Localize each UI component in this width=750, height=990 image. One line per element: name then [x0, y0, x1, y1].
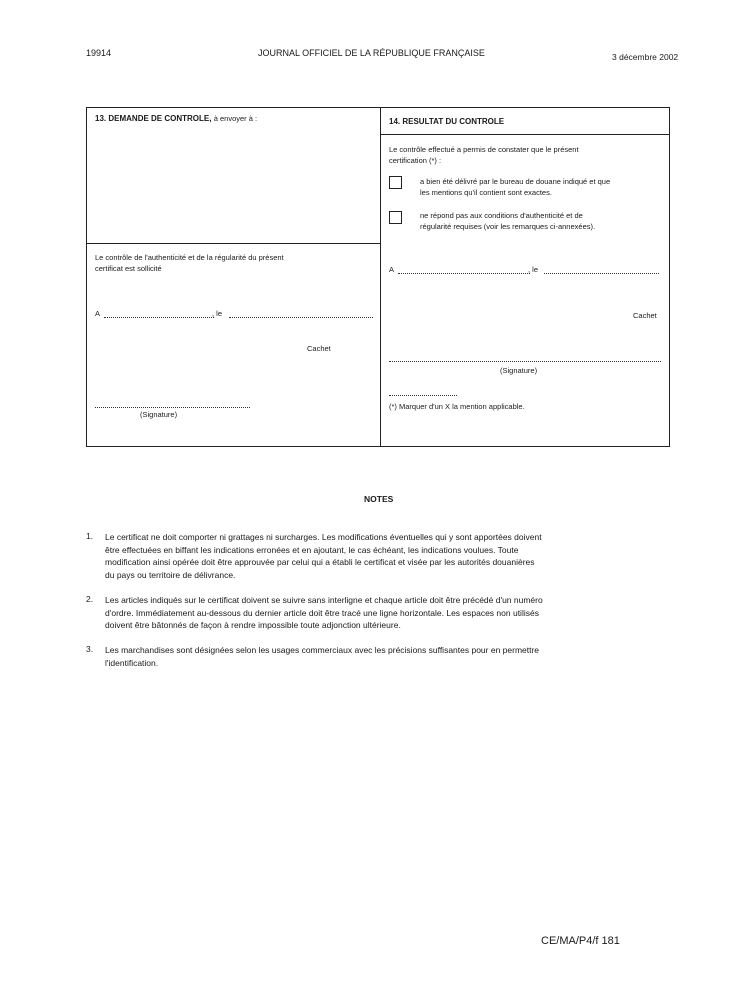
note-1-number: 1.	[86, 531, 94, 541]
box13-request-text	[95, 252, 284, 274]
box14-signature-label: (Signature)	[500, 366, 538, 375]
note-3-line: l'identification.	[105, 657, 159, 668]
box14-heading	[389, 117, 504, 126]
box14-number: 14.	[389, 117, 401, 126]
box13-title-suffix: à envoyer à :	[213, 114, 258, 123]
box13-place-label: A	[95, 309, 101, 318]
box14-signature-field[interactable]	[389, 360, 661, 362]
box14-date-field[interactable]	[544, 272, 659, 274]
note-3-number: 3.	[86, 644, 94, 654]
box14-option1-checkbox[interactable]	[389, 176, 402, 189]
box14-option1-line2: les mentions qu'il contient sont exactes.	[420, 188, 552, 197]
box14-title: RESULTAT DU CONTROLE	[402, 117, 505, 126]
box14-intro-line1: Le contrôle effectué a permis de constater que le présent	[389, 145, 579, 154]
box14-date-label: , le	[528, 265, 539, 274]
box14-option1-text	[420, 176, 610, 198]
box13-request-line1: Le contrôle de l'authenticité et de la régularité du présent	[95, 253, 284, 262]
notes-title: NOTES	[364, 494, 394, 504]
box14-option2-line2: régularité requises (voir les remarques ci-annexées).	[420, 222, 596, 231]
box13-title: DEMANDE DE CONTROLE,	[108, 114, 212, 123]
form-divider-right	[380, 134, 670, 135]
box13-date-label: , le	[212, 309, 223, 318]
page-number: 19914	[86, 48, 112, 58]
box14-place-label: A	[389, 265, 395, 274]
note-2-line: doivent être bâtonnés de façon à rendre impossible toute adjonction ultérieure.	[105, 620, 401, 630]
note-1-text	[105, 531, 680, 581]
document-reference: CE/MA/P4/f 181	[541, 935, 620, 947]
box13-stamp-label: Cachet	[307, 344, 331, 353]
box14-footnote-rule	[389, 394, 457, 396]
box13-heading	[95, 114, 257, 123]
box13-date-field[interactable]	[229, 316, 373, 318]
box14-option2-text	[420, 210, 595, 232]
control-form-box	[86, 107, 670, 447]
note-1-line: modification ainsi opérée doit être approuvée par celui qui a établi le certificat et visée par les autorités douanières	[105, 557, 535, 567]
box14-option1-line1: a bien été délivré par le bureau de douane indiqué et que	[420, 177, 611, 186]
box13-number: 13.	[95, 114, 107, 123]
box14-place-field[interactable]	[398, 272, 530, 274]
box14-footnote: (*) Marquer d'un X la mention applicable.	[389, 402, 525, 411]
note-2-number: 2.	[86, 594, 94, 604]
note-2-text	[105, 594, 680, 632]
box14-option2-checkbox[interactable]	[389, 211, 402, 224]
note-3-line: Les marchandises sont désignées selon les usages commerciaux avec les précisions suffisantes pour en permettre	[105, 645, 540, 655]
box13-signature-field[interactable]	[95, 406, 250, 408]
note-1-line: du pays ou territoire de délivrance.	[105, 569, 236, 580]
note-1-line: être effectuées en biffant les indications erronées et en ajoutant, le cas échéant, les indications voulues. Toute	[105, 544, 519, 555]
note-2-line: d'ordre. Immédiatement au-dessous du dernier article doit être tracé une ligne horizontale. Les espaces non utilisés	[105, 607, 539, 618]
box13-request-line2: certificat est sollicité	[95, 264, 162, 273]
box14-option2-line1: ne répond pas aux conditions d'authenticité et de	[420, 211, 583, 220]
note-1-line: Le certificat ne doit comporter ni grattages ni surcharges. Les modifications éventuelles qui y sont apportées doivent	[105, 532, 542, 542]
form-divider-left	[86, 243, 381, 244]
note-2-line: Les articles indiqués sur le certificat doivent se suivre sans interligne et chaque article doit être précédé d'un numéro	[105, 595, 543, 605]
journal-title: JOURNAL OFFICIEL DE LA RÉPUBLIQUE FRANÇAISE	[258, 48, 485, 58]
box14-intro-line2: certification (*) :	[389, 156, 442, 165]
form-divider-vertical	[380, 107, 381, 447]
box13-signature-label: (Signature)	[140, 410, 178, 419]
note-3-text	[105, 644, 680, 669]
publication-date: 3 décembre 2002	[612, 52, 679, 62]
box14-intro	[389, 144, 579, 166]
box14-stamp-label: Cachet	[633, 311, 657, 320]
box13-place-field[interactable]	[104, 316, 214, 318]
